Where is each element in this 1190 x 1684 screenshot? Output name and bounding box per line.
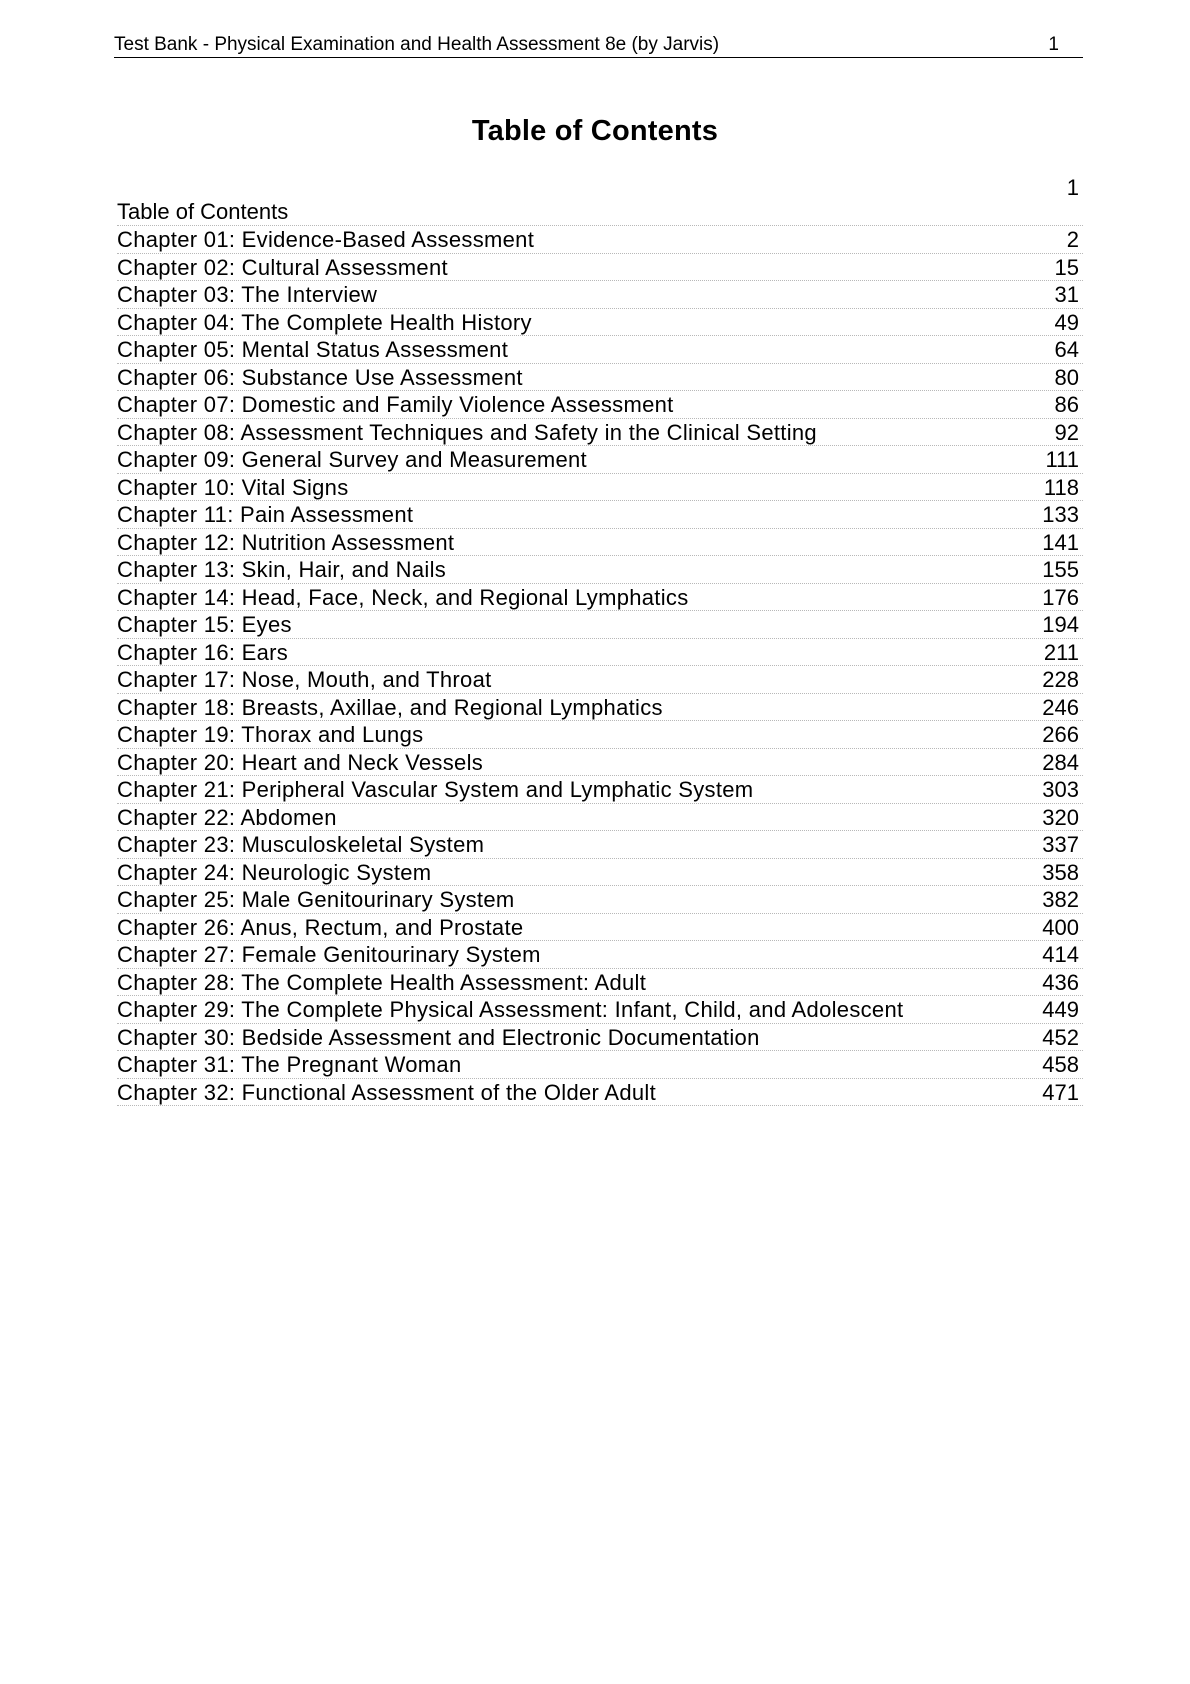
toc-entry-label: Chapter 24: Neurologic System [117,859,432,885]
toc-page-number: 320 [1042,804,1079,830]
toc-page-number: 80 [1054,364,1079,390]
toc-page-number: 303 [1042,777,1079,802]
toc-entry-label: Chapter 27: Female Genitourinary System [117,942,541,967]
toc-page-number: 64 [1054,337,1079,362]
toc-entry[interactable] [117,1051,1083,1079]
running-header-page-number: 1 [1048,34,1059,55]
toc-page-number: 118 [1043,474,1079,500]
toc-entry-label: Chapter 23: Musculoskeletal System [117,832,485,857]
toc-entry[interactable] [117,1024,1083,1052]
toc-page-number: 382 [1042,887,1079,912]
toc-entry[interactable] [117,556,1083,584]
toc-page-number: 133 [1042,502,1079,527]
toc-chapter-list [117,226,1083,1106]
toc-entry[interactable] [117,859,1083,887]
toc-entry-label: Chapter 16: Ears [117,639,289,665]
toc-entry[interactable] [117,804,1083,832]
toc-page-number: 436 [1042,969,1079,995]
toc-page-number: 452 [1042,1024,1079,1050]
toc-entry[interactable] [117,336,1083,364]
toc-entry-label: Chapter 10: Vital Signs [117,474,349,500]
page-header [114,33,1083,58]
toc-page-number: 266 [1042,722,1079,747]
toc-entry[interactable] [117,694,1083,722]
toc-entry[interactable] [117,364,1083,392]
toc-entry-label: Chapter 06: Substance Use Assessment [117,364,523,390]
toc-page-number: 31 [1054,282,1079,307]
toc-entry-label: Chapter 11: Pain Assessment [117,502,414,527]
toc-entry[interactable] [117,501,1083,529]
toc-page-number: 358 [1042,859,1079,885]
toc-entry-label: Chapter 04: The Complete Health History [117,309,532,335]
toc-entry-label: Chapter 31: The Pregnant Woman [117,1052,462,1077]
toc-page-number: 449 [1042,997,1079,1022]
toc-page-number: 458 [1042,1052,1079,1077]
toc-page-number: 176 [1042,584,1079,610]
toc-entry-label: Chapter 13: Skin, Hair, and Nails [117,557,447,582]
toc-page-number: 92 [1054,419,1079,445]
toc-entry[interactable] [117,529,1083,557]
toc-entry-label: Chapter 17: Nose, Mouth, and Throat [117,667,492,692]
toc-entry[interactable] [117,776,1083,804]
toc-page-number: 49 [1054,309,1079,335]
toc-entry-label: Chapter 09: General Survey and Measurement [117,447,587,472]
toc-entry[interactable] [117,309,1083,337]
toc-page-number: 211 [1043,639,1079,665]
toc-page-number: 2 [1066,227,1079,252]
toc-page-number: 86 [1054,392,1079,417]
toc-entry-label: Chapter 15: Eyes [117,612,292,637]
toc-entry-label: Chapter 07: Domestic and Family Violence Assessment [117,392,674,417]
toc-entry-label: Chapter 08: Assessment Techniques and Safety in the Clinical Setting [117,419,817,445]
toc-page-number: 471 [1042,1079,1079,1105]
toc-page-number: 15 [1054,254,1079,280]
toc-entry-label: Chapter 32: Functional Assessment of the Older Adult [117,1079,657,1105]
toc-entry[interactable] [117,941,1083,969]
toc-entry-label: Chapter 28: The Complete Health Assessment: Adult [117,969,647,995]
toc-entry[interactable] [117,281,1083,309]
toc-entry-label: Chapter 19: Thorax and Lungs [117,722,424,747]
toc-page-number: 141 [1042,529,1079,555]
toc-entry-label: Chapter 18: Breasts, Axillae, and Regional Lymphatics [117,694,663,720]
toc-entry-label: Chapter 20: Heart and Neck Vessels [117,749,484,775]
toc-entry[interactable] [117,666,1083,694]
toc-entry[interactable] [117,969,1083,997]
toc-entry[interactable] [117,474,1083,502]
toc-entry-label: Chapter 14: Head, Face, Neck, and Regional Lymphatics [117,584,689,610]
toc-page-number: 228 [1042,667,1079,692]
toc-entry-label: Chapter 12: Nutrition Assessment [117,529,455,555]
toc-entry[interactable] [117,446,1083,474]
toc-entry[interactable] [117,611,1083,639]
toc-entry[interactable] [117,1079,1083,1107]
toc-page-number: 1 [1066,175,1079,200]
toc-page-number: 400 [1042,914,1079,940]
toc-page-number: 337 [1042,832,1079,857]
toc-entry[interactable] [117,721,1083,749]
toc-entry[interactable] [117,584,1083,612]
toc-page-number: 414 [1042,942,1079,967]
toc-page-number: 284 [1042,749,1079,775]
toc-entry-table-of-contents[interactable] [117,174,1083,226]
toc-page-number: 246 [1042,694,1079,720]
toc-entry-label: Chapter 22: Abdomen [117,804,337,830]
toc-page-number: 111 [1045,447,1079,472]
toc-entry-label: Chapter 05: Mental Status Assessment [117,337,509,362]
toc-entry-label: Chapter 01: Evidence-Based Assessment [117,227,535,252]
toc-page-number: 194 [1042,612,1079,637]
toc-page-number: 155 [1042,557,1079,582]
toc-entry-label: Chapter 25: Male Genitourinary System [117,887,515,912]
toc-entry[interactable] [117,831,1083,859]
toc-entry[interactable] [117,391,1083,419]
toc-entry-label: Chapter 29: The Complete Physical Assessment: Infant, Child, and Adolescent [117,997,904,1022]
toc-entry[interactable] [117,639,1083,667]
toc-entry-label: Chapter 02: Cultural Assessment [117,254,448,280]
toc-entry-label: Table of Contents [117,199,289,224]
toc-entry[interactable] [117,419,1083,447]
toc-entry[interactable] [117,914,1083,942]
toc-entry[interactable] [117,996,1083,1024]
toc-entry[interactable] [117,886,1083,914]
document-title: Table of Contents [471,115,719,147]
table-of-contents [117,174,1083,1106]
toc-entry-label: Chapter 30: Bedside Assessment and Electronic Documentation [117,1024,760,1050]
toc-entry-label: Chapter 03: The Interview [117,282,378,307]
running-header-title: Test Bank - Physical Examination and Health Assessment 8e (by Jarvis) [114,34,720,55]
toc-entry[interactable] [117,226,1083,254]
toc-entry[interactable] [117,254,1083,282]
toc-entry[interactable] [117,749,1083,777]
toc-entry-label: Chapter 26: Anus, Rectum, and Prostate [117,914,524,940]
toc-entry-label: Chapter 21: Peripheral Vascular System and Lymphatic System [117,777,754,802]
